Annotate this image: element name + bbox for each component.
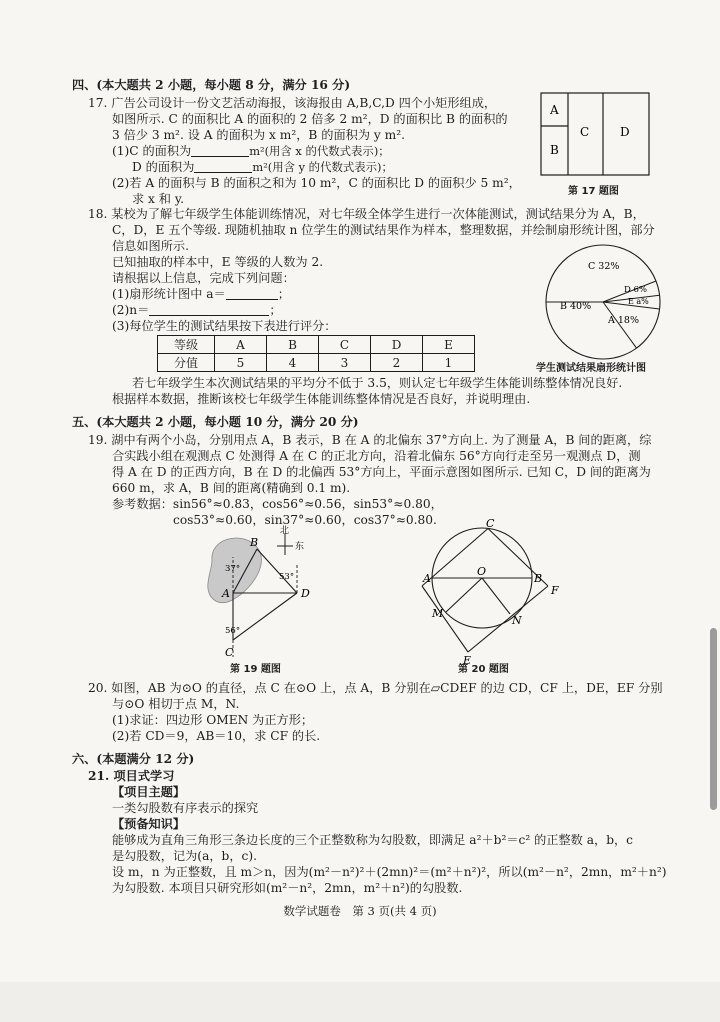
page-scrollbar[interactable] (710, 628, 717, 810)
q21-line6: 是勾股数，记为(a，b，c). (112, 849, 257, 863)
section4-header: 四、(本大题共 2 小题，每小题 8 分，满分 16 分) (72, 78, 351, 92)
q18-line8: (3)每位学生的测试结果按下表进行评分： (112, 319, 337, 333)
q18-line4: 已知抽取的样本中，E 等级的人数为 2. (112, 255, 324, 269)
q20-point-b: B (534, 572, 543, 585)
table-cell: B (267, 336, 319, 354)
q20-point-o: O (477, 565, 487, 578)
q19-line2: 合实践小组在观测点 C 处测得 A 在 C 的正北方向，沿着北偏东 56°方向行走至另一观测点 D，测 (112, 449, 641, 463)
section5-header: 五、(本大题共 2 小题，每小题 10 分，满分 20 分) (72, 415, 359, 429)
q19-east-label: 东 (295, 542, 305, 552)
pie-label-a: A 18% (608, 315, 639, 326)
q17-line1: 17. 广告公司设计一份文艺活动海报，该海报由 A,B,C,D 四个小矩形组成， (88, 96, 497, 110)
q19-line1: 19. 湖中有两个小岛，分别用点 A，B 表示，B 在 A 的北偏东 37°方向上. 为了测量 A，B 间的距离，综 (88, 433, 652, 447)
q17-label-c: C (580, 125, 590, 139)
q20-point-n: N (512, 614, 522, 627)
table-row (158, 354, 475, 372)
q20-point-e: E (463, 654, 472, 667)
q18-line1: 18. 某校为了解七年级学生体能训练情况，对七年级全体学生进行一次体能测试，测试结果分为 A，B， (88, 207, 645, 221)
q18-line9: 若七年级学生本次测试结果的平均分不低于 3.5，则认定七年级学生体能训练整体情况良好. (132, 376, 623, 390)
table-cell: 1 (423, 354, 475, 372)
q19-caption: 第 19 题图 (230, 664, 281, 675)
q19-line3: 得 A 在 D 的正西方向，B 在 D 的北偏西 53°方向上，平面示意图如图所示. 已知 C，D 间的距离为 (112, 465, 651, 479)
q19-point-a: A (222, 587, 230, 600)
q20-figure (420, 517, 570, 667)
q18-pie-chart (538, 245, 678, 365)
section6-header: 六、(本题满分 12 分) (72, 752, 195, 766)
q18-pie-caption: 学生测试结果扇形统计图 (536, 363, 646, 374)
q20-caption: 第 20 题图 (458, 664, 509, 675)
q18-blank-a (226, 287, 278, 300)
q21-line5: 能够成为直角三角形三条边长度的三个正整数称为勾股数，即满足 a²＋b²＝c² 的正整数 a，b，c (112, 833, 634, 847)
pie-label-e: E a% (628, 297, 649, 306)
table-cell: 2 (371, 354, 423, 372)
q19-line6: cos53°≈0.60，sin37°≈0.60，cos37°≈0.80. (173, 513, 437, 527)
table-cell: E (423, 336, 475, 354)
q17-figure (538, 90, 658, 180)
q17-blank-c (191, 144, 249, 157)
pie-label-d: D 6% (624, 285, 648, 295)
q19-line5: 参考数据：sin56°≈0.83，cos56°≈0.56，sin53°≈0.80， (112, 497, 443, 511)
q17-line5: D 的面积为 m²(用含 y 的代数式表示)； (132, 160, 393, 174)
table-cell: 等级 (158, 336, 215, 354)
pie-label-b: B 40% (560, 301, 592, 312)
q20-line3: (1)求证：四边形 OMEN 为正方形； (112, 713, 314, 727)
q18-blank-n (149, 303, 269, 316)
q20-point-m: M (432, 607, 444, 620)
q19-angle-53: 53° (279, 572, 295, 582)
q17-label-d: D (620, 125, 630, 139)
q21-line1: 21. 项目式学习 (88, 769, 175, 783)
q17-line4: (1)C 的面积为 m²(用含 x 的代数式表示)； (112, 144, 390, 158)
q20-line1: 20. 如图，AB 为⊙O 的直径，点 C 在⊙O 上，点 A，B 分别在▱CDEF 的边 CD，CF 上，DE，EF 分别 (88, 681, 663, 695)
q19-point-b: B (250, 536, 259, 549)
q19-point-d: D (301, 587, 310, 600)
q19-angle-56: 56° (225, 626, 241, 636)
table-cell: A (215, 336, 267, 354)
q17-line6: (2)若 A 的面积与 B 的面积之和为 10 m²，C 的面积比 D 的面积少 5 m²， (112, 176, 521, 190)
q19-angle-37: 37° (225, 564, 241, 574)
q20-point-a: A (423, 572, 431, 585)
table-cell: 5 (215, 354, 267, 372)
q21-line8: 为勾股数. 本项目只研究形如(m²－n²，2mn，m²＋n²)的勾股数. (112, 881, 463, 895)
page-footer: 数学试题卷 第 3 页(共 4 页) (283, 904, 437, 918)
pie-label-c: C 32% (588, 261, 620, 272)
q19-line4: 660 m，求 A，B 间的距离(精确到 0.1 m). (112, 481, 351, 495)
q18-score-table (157, 335, 475, 372)
table-cell: 3 (319, 354, 371, 372)
q20-line4: (2)若 CD＝9，AB＝10，求 CF 的长. (112, 729, 321, 743)
q18-line7: (2)n＝ ； (112, 303, 282, 317)
q20-point-f: F (551, 584, 559, 597)
q20-point-c: C (486, 517, 495, 530)
q17-caption: 第 17 题图 (568, 186, 619, 197)
q17-blank-d (194, 160, 252, 173)
q21-line3: 一类勾股数有序表示的探究 (112, 801, 259, 815)
q18-line3: 信息如图所示. (112, 239, 189, 253)
q17-line2: 如图所示. C 的面积比 A 的面积的 2 倍多 2 m²，D 的面积比 B 的面积的 (112, 112, 508, 126)
q18-line6: (1)扇形统计图中 a＝ ； (112, 287, 290, 301)
q18-line10: 根据样本数据，推断该校七年级学生体能训练整体情况是否良好，并说明理由. (112, 392, 531, 406)
q20-line2: 与⊙O 相切于点 M，N. (112, 697, 240, 711)
table-row (158, 336, 475, 354)
q19-figure (200, 527, 330, 662)
q21-line2: 【项目主题】 (112, 785, 186, 799)
q17-label-a: A (550, 103, 559, 117)
table-cell: 分值 (158, 354, 215, 372)
q19-north-label: 北 (280, 526, 290, 536)
table-cell: 4 (267, 354, 319, 372)
q18-line5: 请根据以上信息，完成下列问题： (112, 271, 295, 285)
q17-line3: 3 倍少 3 m². 设 A 的面积为 x m²，B 的面积为 y m². (112, 128, 405, 142)
table-cell: C (319, 336, 371, 354)
table-cell: D (371, 336, 423, 354)
q17-label-b: B (550, 143, 559, 157)
q21-line7: 设 m，n 为正整数，且 m＞n，因为(m²－n²)²＋(2mn)²＝(m²＋n²)²，所以(m²－n²，2mn，m²＋n²) (112, 865, 667, 879)
q17-line7: 求 x 和 y. (132, 192, 185, 206)
page-bottom-shade (0, 982, 720, 1022)
q21-line4: 【预备知识】 (112, 817, 186, 831)
q19-point-c: C (225, 646, 234, 659)
q18-line2: C，D，E 五个等级. 现随机抽取 n 位学生的测试结果作为样本，整理数据，并绘制扇形统计图，部分 (112, 223, 655, 237)
